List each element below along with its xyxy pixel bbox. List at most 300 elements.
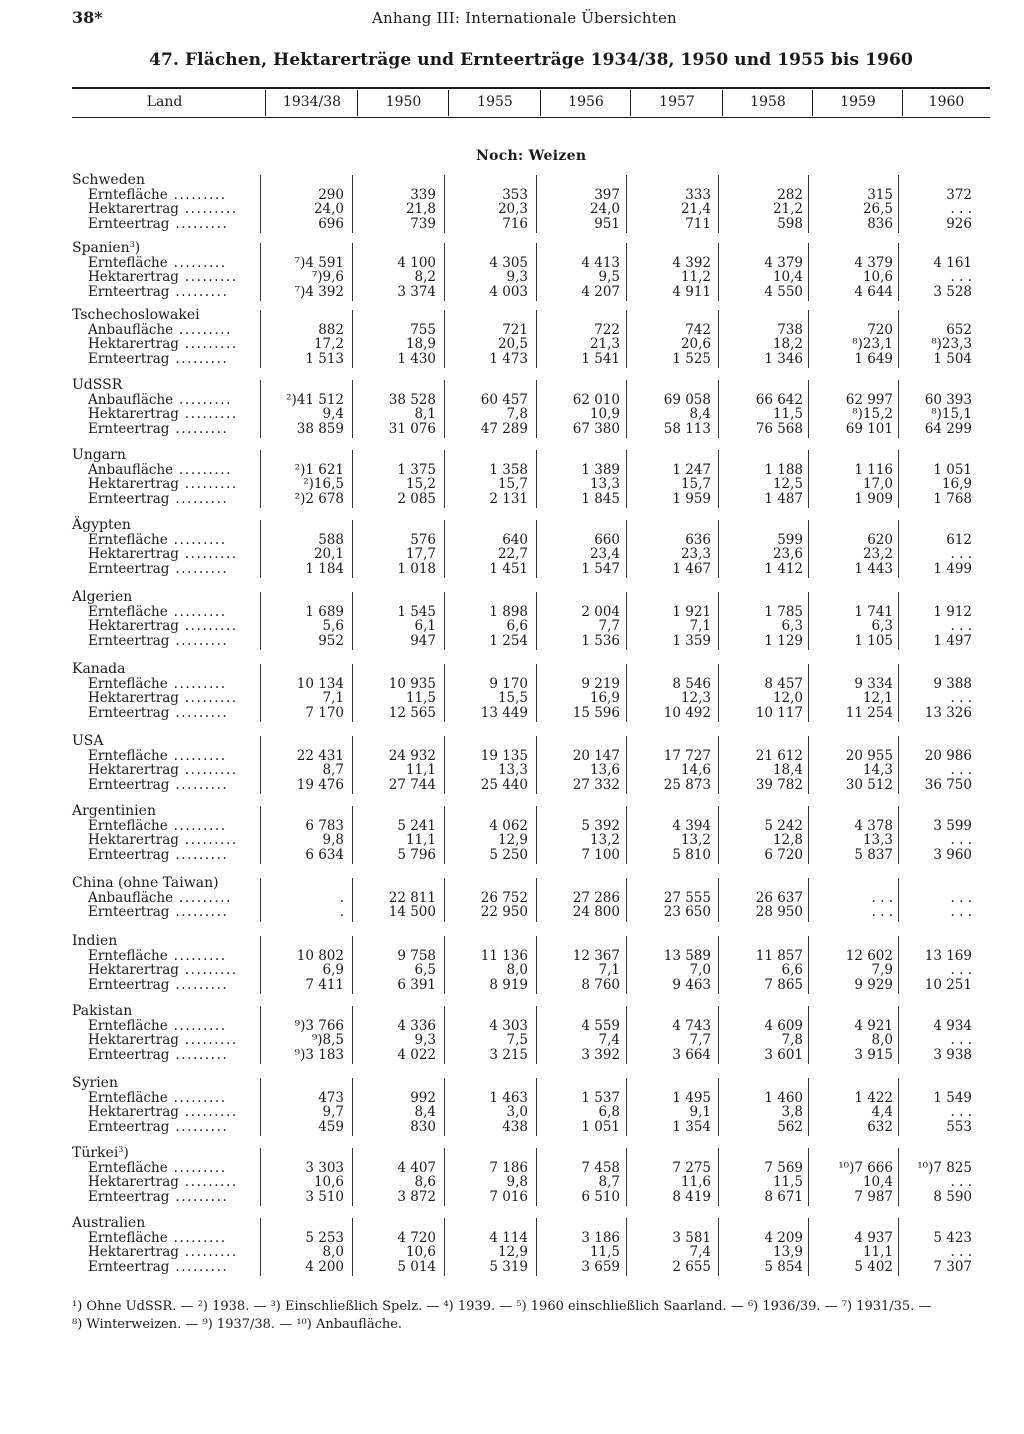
table-cell: ⁷)4 591 (294, 254, 344, 271)
country-name-text: Algerien (72, 589, 133, 605)
table-cell: 4 022 (397, 1046, 436, 1063)
column-divider (808, 243, 809, 301)
leader-dots: ......... (178, 832, 238, 848)
table-cell: 20 147 (572, 747, 620, 764)
column-divider (352, 592, 353, 650)
column-divider (626, 243, 627, 301)
row-label (88, 619, 238, 634)
row-label (88, 1091, 227, 1106)
table-cell: 24,0 (313, 201, 344, 217)
table-cell: 7,1 (322, 690, 344, 706)
leader-dots: ......... (178, 476, 238, 492)
column-divider (352, 380, 353, 438)
table-cell: 4 378 (854, 817, 893, 834)
column-divider (444, 1078, 445, 1136)
column-divider (352, 1148, 353, 1206)
row-label-text: Hektarertrag (88, 1174, 179, 1190)
table-cell: 4 207 (581, 283, 620, 300)
table-cell: 1 116 (854, 461, 893, 478)
row-label-text: Hektarertrag (88, 962, 179, 978)
table-cell: 7 186 (489, 1159, 528, 1176)
column-divider (898, 380, 899, 438)
table-cell: 27 555 (663, 889, 711, 906)
row-label (88, 1019, 227, 1034)
column-divider (444, 878, 445, 922)
column-divider (898, 878, 899, 922)
table-cell: 9 334 (854, 675, 893, 692)
footnote-line-1: ¹) Ohne UdSSR. — ²) 1938. — ³) Einschließlich Spelz. — ⁴) 1939. — ⁵) 1960 einschließlich Saarland. — ⁶) 1936/39. — ⁷) 1931/35. — (72, 1299, 932, 1314)
leader-dots: ......... (169, 776, 229, 793)
table-cell: 3,0 (506, 1104, 528, 1120)
table-cell: 6 783 (305, 817, 344, 834)
table-cell: 7,7 (598, 618, 620, 634)
column-divider (718, 520, 719, 578)
country-name-text: Tschechoslowakei (72, 307, 200, 323)
leader-dots: ......... (178, 618, 238, 634)
table-cell: 13,3 (589, 476, 620, 492)
row-label (88, 1048, 228, 1063)
table-cell: 5 241 (397, 817, 436, 834)
column-divider (898, 664, 899, 722)
section-label: Noch: Weizen (476, 148, 587, 164)
row-label (88, 749, 227, 764)
table-cell: 3 186 (581, 1229, 620, 1246)
table-cell: 5 837 (854, 846, 893, 863)
table-cell: 5 014 (397, 1258, 436, 1275)
country-name-text: Spanien (72, 240, 130, 256)
row-label (88, 407, 238, 422)
table-cell: 13,3 (862, 832, 893, 848)
table-cell: 36 750 (924, 776, 972, 793)
row-label (88, 1231, 227, 1246)
row-label (88, 949, 227, 964)
column-divider (260, 175, 261, 233)
table-cell: 7,0 (689, 962, 711, 978)
leader-dots: ......... (167, 1159, 227, 1176)
table-cell: 1 959 (672, 490, 711, 507)
table-cell: 10,6 (405, 1244, 436, 1260)
column-divider (536, 1006, 537, 1064)
row-label (88, 605, 227, 620)
country-name-text: USA (72, 733, 104, 749)
leader-dots: ......... (167, 186, 227, 203)
row-label (88, 691, 238, 706)
row-label (88, 270, 238, 285)
table-cell: 1 188 (764, 461, 803, 478)
leader-dots: ......... (169, 215, 229, 232)
table-cell: 1 741 (854, 603, 893, 620)
column-divider (260, 1006, 261, 1064)
table-cell: 7 016 (489, 1188, 528, 1205)
column-divider (444, 450, 445, 508)
table-cell: 947 (410, 632, 436, 649)
country-name (72, 662, 125, 677)
column-divider (352, 310, 353, 368)
country-name-text: UdSSR (72, 377, 123, 393)
table-cell: 39 782 (755, 776, 803, 793)
table-cell: 4 161 (933, 254, 972, 271)
table-cell: 11,6 (680, 1174, 711, 1190)
table-cell: ¹⁰)7 666 (838, 1159, 893, 1176)
table-cell: 9,3 (414, 1032, 436, 1048)
column-divider (536, 243, 537, 301)
column-divider (536, 664, 537, 722)
leader-dots: ......... (178, 1104, 238, 1120)
table-cell: 6,8 (598, 1104, 620, 1120)
table-cell: 3 215 (489, 1046, 528, 1063)
table-cell: 10,4 (862, 1174, 893, 1190)
row-label (88, 1190, 228, 1205)
table-cell: 20,5 (497, 336, 528, 352)
row-label-text: Hektarertrag (88, 201, 179, 217)
table-cell: 23,4 (589, 546, 620, 562)
table-cell: 9,7 (322, 1104, 344, 1120)
column-divider (536, 450, 537, 508)
table-cell: 1 487 (764, 490, 803, 507)
table-cell: 1 375 (397, 461, 436, 478)
leader-dots: ......... (178, 201, 238, 217)
table-cell: 3 938 (933, 1046, 972, 1063)
row-label (88, 285, 228, 300)
row-label (88, 202, 238, 217)
table-cell: ⁸)15,2 (852, 406, 893, 422)
country-name-text: Indien (72, 933, 118, 949)
table-cell: 333 (685, 186, 711, 203)
row-label-text: Ernteertrag (88, 776, 170, 793)
table-cell: 1 912 (933, 603, 972, 620)
column-divider (626, 1148, 627, 1206)
table-cell: 1 545 (397, 603, 436, 620)
column-divider (352, 736, 353, 794)
country-name-text: Argentinien (72, 803, 156, 819)
table-cell: 23,3 (680, 546, 711, 562)
table-cell: 339 (410, 186, 436, 203)
row-label (88, 256, 227, 271)
header-column-divider (540, 90, 541, 116)
row-label (88, 492, 228, 507)
row-label (88, 763, 238, 778)
column-divider (808, 1218, 809, 1276)
table-cell: 397 (594, 186, 620, 203)
table-cell: 9 758 (397, 947, 436, 964)
column-divider (718, 1006, 719, 1064)
column-divider (808, 520, 809, 578)
row-label-text: Ernteertrag (88, 1118, 170, 1135)
column-divider (536, 736, 537, 794)
table-cell: 23,2 (862, 546, 893, 562)
table-cell: 1 389 (581, 461, 620, 478)
row-label (88, 677, 227, 692)
table-cell: 64 299 (924, 420, 972, 437)
table-cell: 19 135 (480, 747, 528, 764)
column-divider (260, 878, 261, 922)
table-cell: 1 525 (672, 350, 711, 367)
row-label-text: Hektarertrag (88, 1244, 179, 1260)
column-divider (444, 175, 445, 233)
table-cell: 62 010 (572, 391, 620, 408)
column-divider (808, 1078, 809, 1136)
leader-dots: ......... (169, 283, 229, 300)
table-cell: 9,8 (322, 832, 344, 848)
table-cell: 459 (318, 1118, 344, 1135)
table-cell: 1 504 (933, 350, 972, 367)
table-cell: 16,9 (589, 690, 620, 706)
table-cell: 24,0 (589, 201, 620, 217)
table-cell: 6 634 (305, 846, 344, 863)
table-cell: 1 536 (581, 632, 620, 649)
table-cell: 1 247 (672, 461, 711, 478)
row-label (88, 891, 232, 906)
table-cell: 3 392 (581, 1046, 620, 1063)
column-header-year: 1958 (750, 94, 786, 110)
table-cell: 15,2 (405, 476, 436, 492)
table-cell: ⁸)15,1 (931, 406, 972, 422)
row-label-text: Erntefläche (88, 1229, 168, 1246)
column-divider (718, 664, 719, 722)
table-cell: 282 (777, 186, 803, 203)
country-name (72, 1076, 118, 1091)
leader-dots: ......... (178, 406, 238, 422)
table-cell: 8,0 (322, 1244, 344, 1260)
row-label-text: Anbaufläche (88, 461, 174, 478)
table-cell: 67 380 (572, 420, 620, 437)
table-cell: 18,4 (772, 762, 803, 778)
table-cell: 31 076 (388, 420, 436, 437)
table-cell: 1 430 (397, 350, 436, 367)
table-cell: 8,4 (689, 406, 711, 422)
table-cell: 11,5 (405, 690, 436, 706)
row-label (88, 1245, 238, 1260)
table-cell: 4 644 (854, 283, 893, 300)
table-cell: 7 170 (305, 704, 344, 721)
table-cell: 3 599 (933, 817, 972, 834)
column-divider (898, 1148, 899, 1206)
table-cell: 4 336 (397, 1017, 436, 1034)
table-cell: 62 997 (845, 391, 893, 408)
table-cell: 2 085 (397, 490, 436, 507)
table-cell: 3 664 (672, 1046, 711, 1063)
column-divider (260, 310, 261, 368)
table-cell: 9 929 (854, 976, 893, 993)
leader-dots: ......... (167, 603, 227, 620)
row-label-text: Erntefläche (88, 254, 168, 271)
table-cell: 3,8 (781, 1104, 803, 1120)
row-label (88, 1175, 238, 1190)
row-label (88, 1120, 228, 1135)
table-cell: 7 987 (854, 1188, 893, 1205)
leader-dots: ......... (178, 546, 238, 562)
column-divider (352, 243, 353, 301)
header-column-divider (630, 90, 631, 116)
table-cell: 11,1 (862, 1244, 893, 1260)
table-cell: 5 854 (764, 1258, 803, 1275)
column-divider (536, 1218, 537, 1276)
table-cell: 830 (410, 1118, 436, 1135)
table-cell: 1 129 (764, 632, 803, 649)
table-cell: . . . (950, 1244, 972, 1260)
table-cell: . . . (950, 889, 972, 906)
row-label-text: Ernteertrag (88, 283, 170, 300)
column-divider (718, 1078, 719, 1136)
column-divider (352, 878, 353, 922)
table-cell: 755 (410, 321, 436, 338)
table-cell: 4 200 (305, 1258, 344, 1275)
row-label (88, 848, 228, 863)
table-cell: 1 785 (764, 603, 803, 620)
column-divider (626, 936, 627, 994)
table-cell: 5 796 (397, 846, 436, 863)
country-name-text: Ungarn (72, 447, 126, 463)
column-divider (536, 175, 537, 233)
row-label-text: Erntefläche (88, 1159, 168, 1176)
row-label-text: Anbaufläche (88, 889, 174, 906)
table-cell: ²)16,5 (303, 476, 344, 492)
table-cell: 21,8 (405, 201, 436, 217)
table-cell: . . . (950, 201, 972, 217)
column-divider (718, 380, 719, 438)
column-divider (444, 936, 445, 994)
row-label (88, 819, 227, 834)
leader-dots: ......... (169, 904, 229, 920)
table-cell: 599 (777, 531, 803, 548)
table-cell: 21,2 (772, 201, 803, 217)
table-cell: 1 898 (489, 603, 528, 620)
row-label-text: Hektarertrag (88, 1104, 179, 1120)
table-cell: ²)2 678 (294, 490, 344, 507)
table-cell: 10,6 (862, 269, 893, 285)
column-divider (718, 310, 719, 368)
table-cell: 12 565 (388, 704, 436, 721)
row-label-text: Ernteertrag (88, 976, 170, 993)
leader-dots: ......... (169, 976, 229, 993)
column-divider (352, 520, 353, 578)
header-column-divider (902, 90, 903, 116)
table-cell: 25 440 (480, 776, 528, 793)
footnote-marker-paren: ) (134, 240, 141, 256)
table-cell: 1 499 (933, 560, 972, 577)
table-cell: 696 (318, 215, 344, 232)
table-cell: 47 289 (480, 420, 528, 437)
table-cell: 6,6 (506, 618, 528, 634)
table-cell: 10,4 (772, 269, 803, 285)
table-cell: 17,7 (405, 546, 436, 562)
column-divider (352, 1006, 353, 1064)
column-divider (536, 806, 537, 864)
row-label-text: Hektarertrag (88, 269, 179, 285)
row-label-text: Ernteertrag (88, 632, 170, 649)
column-divider (808, 806, 809, 864)
leader-dots: ......... (169, 704, 229, 721)
row-label-text: Ernteertrag (88, 1258, 170, 1275)
table-cell: 5 253 (305, 1229, 344, 1246)
table-cell: 836 (867, 215, 893, 232)
table-cell: 4 062 (489, 817, 528, 834)
table-cell: 14,3 (862, 762, 893, 778)
table-cell: ⁸)23,1 (852, 336, 893, 352)
table-cell: . . . (950, 904, 972, 920)
table-cell: 60 457 (480, 391, 528, 408)
table-cell: 1 547 (581, 560, 620, 577)
table-cell: 7 865 (764, 976, 803, 993)
table-cell: 8,1 (414, 406, 436, 422)
column-divider (808, 736, 809, 794)
table-cell: 3 581 (672, 1229, 711, 1246)
column-divider (444, 592, 445, 650)
table-cell: ⁹)8,5 (311, 1032, 344, 1048)
table-cell: 9,5 (598, 269, 620, 285)
table-cell: . (339, 904, 344, 920)
table-cell: 7,1 (598, 962, 620, 978)
table-cell: . . . (950, 546, 972, 562)
column-header-year: 1960 (928, 94, 965, 110)
column-divider (260, 806, 261, 864)
table-cell: 27 744 (388, 776, 436, 793)
footnote-line-2: ⁸) Winterweizen. — ⁹) 1937/38. — ¹⁰) Anbaufläche. (72, 1317, 403, 1332)
column-divider (536, 592, 537, 650)
column-divider (626, 380, 627, 438)
table-cell: 992 (410, 1089, 436, 1106)
column-header-year: 1950 (385, 94, 422, 110)
table-cell: 553 (946, 1118, 972, 1135)
column-divider (260, 243, 261, 301)
column-header-year: 1959 (840, 94, 876, 110)
row-label (88, 477, 238, 492)
table-cell: 8 671 (764, 1188, 803, 1205)
table-cell: 1 497 (933, 632, 972, 649)
table-cell: 7 458 (581, 1159, 620, 1176)
column-divider (898, 936, 899, 994)
table-cell: 1 354 (672, 1118, 711, 1135)
row-label-text: Erntefläche (88, 186, 168, 203)
row-label-text: Ernteertrag (88, 560, 170, 577)
table-cell: 58 113 (663, 420, 711, 437)
country-name-text: Pakistan (72, 1003, 133, 1019)
table-cell: 882 (318, 321, 344, 338)
table-cell: 315 (867, 186, 893, 203)
table-cell: 636 (685, 531, 711, 548)
country-name-text: Australien (72, 1215, 146, 1231)
table-cell: 22 811 (388, 889, 436, 906)
country-name (72, 734, 104, 749)
leader-dots: ......... (169, 846, 229, 863)
table-cell: 1 184 (305, 560, 344, 577)
table-cell: 20,3 (497, 201, 528, 217)
column-divider (898, 592, 899, 650)
column-divider (626, 1078, 627, 1136)
column-divider (626, 592, 627, 650)
country-name-text: Kanada (72, 661, 126, 677)
country-name (72, 804, 156, 819)
table-cell: . (339, 889, 344, 906)
country-name-text: China (ohne Taiwan) (72, 875, 219, 891)
country-name (72, 241, 140, 256)
table-cell: 11,2 (680, 269, 711, 285)
row-label-text: Erntefläche (88, 1089, 168, 1106)
row-label (88, 547, 238, 562)
column-divider (898, 310, 899, 368)
table-cell: 7,1 (689, 618, 711, 634)
leader-dots: ......... (167, 817, 227, 834)
row-label-text: Ernteertrag (88, 904, 170, 920)
table-cell: 4 305 (489, 254, 528, 271)
row-label-text: Ernteertrag (88, 1046, 170, 1063)
column-divider (536, 1148, 537, 1206)
table-cell: 7 100 (581, 846, 620, 863)
row-label (88, 963, 238, 978)
column-divider (260, 936, 261, 994)
table-cell: 612 (946, 531, 972, 548)
table-cell: 3 872 (397, 1188, 436, 1205)
